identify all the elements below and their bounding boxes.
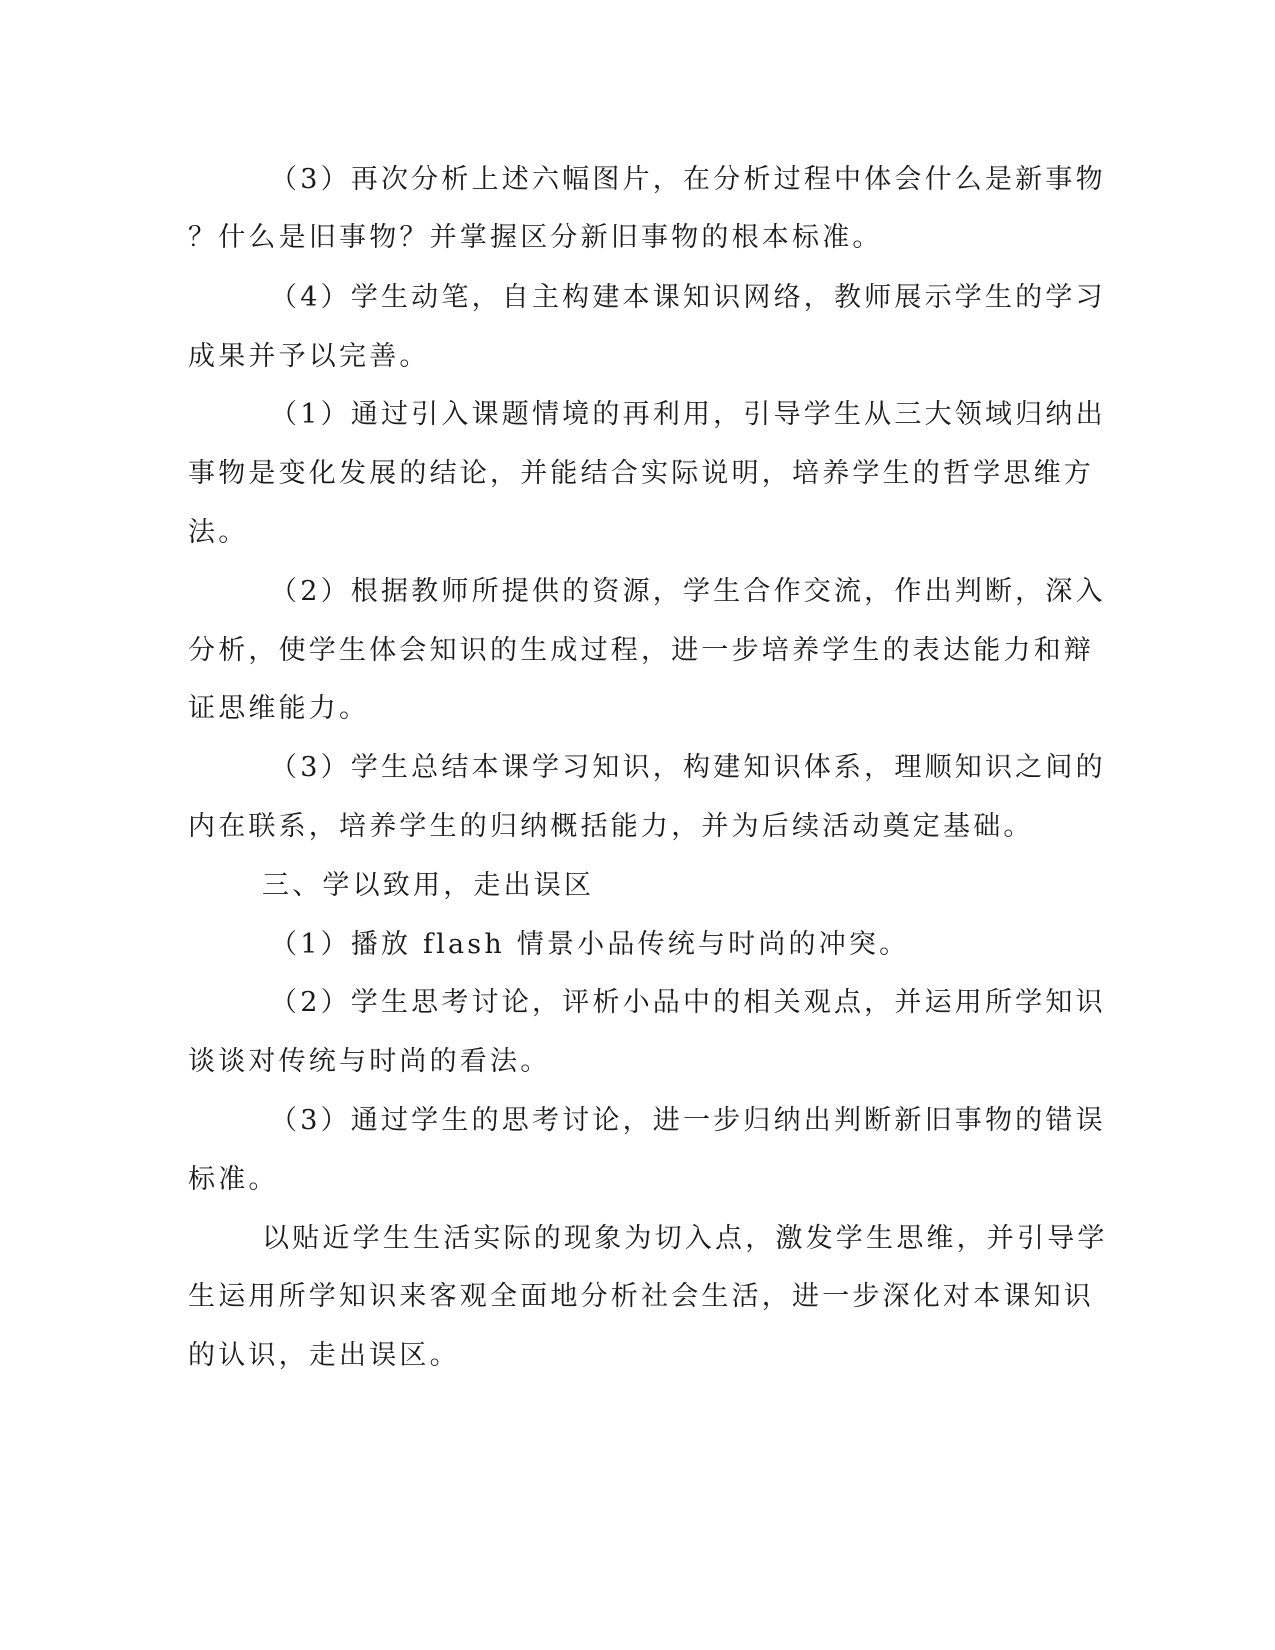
section-heading: 三、学以致用，走出误区	[262, 870, 595, 901]
paragraph-line: （2）学生思考讨论，评析小品中的相关观点，并运用所学知识	[270, 987, 1106, 1018]
paragraph-line: 的认识，走出误区。	[188, 1340, 460, 1371]
paragraph-line: 分析，使学生体会知识的生成过程，进一步培养学生的表达能力和辩	[188, 635, 1094, 666]
paragraph-line: （3）学生总结本课学习知识，构建知识体系，理顺知识之间的	[270, 752, 1106, 783]
paragraph-line: 成果并予以完善。	[188, 341, 430, 372]
paragraph-line: 生运用所学知识来客观全面地分析社会生活，进一步深化对本课知识	[188, 1281, 1094, 1312]
paragraph-line: （3）再次分析上述六幅图片，在分析过程中体会什么是新事物	[270, 164, 1106, 195]
paragraph-line: 内在联系，培养学生的归纳概括能力，并为后续活动奠定基础。	[188, 811, 1034, 842]
paragraph-line: 证思维能力。	[188, 693, 370, 724]
paragraph-line: 事物是变化发展的结论，并能结合实际说明，培养学生的哲学思维方	[188, 458, 1094, 489]
paragraph-line: （2）根据教师所提供的资源，学生合作交流，作出判断，深入	[270, 576, 1106, 607]
paragraph-line: 标准。	[188, 1164, 279, 1195]
paragraph-line: 以贴近学生生活实际的现象为切入点，激发学生思维，并引导学	[262, 1223, 1108, 1254]
paragraph-line: （1）播放 flash 情景小品传统与时尚的冲突。	[270, 929, 910, 960]
paragraph-line: ？什么是旧事物？并掌握区分新旧事物的根本标准。	[188, 222, 883, 253]
paragraph-line: 法。	[188, 517, 249, 548]
paragraph-line: 谈谈对传统与时尚的看法。	[188, 1046, 551, 1077]
paragraph-line: （4）学生动笔，自主构建本课知识网络，教师展示学生的学习	[270, 282, 1106, 313]
paragraph-line: （1）通过引入课题情境的再利用，引导学生从三大领域归纳出	[270, 399, 1106, 430]
paragraph-line: （3）通过学生的思考讨论，进一步归纳出判断新旧事物的错误	[270, 1105, 1106, 1136]
